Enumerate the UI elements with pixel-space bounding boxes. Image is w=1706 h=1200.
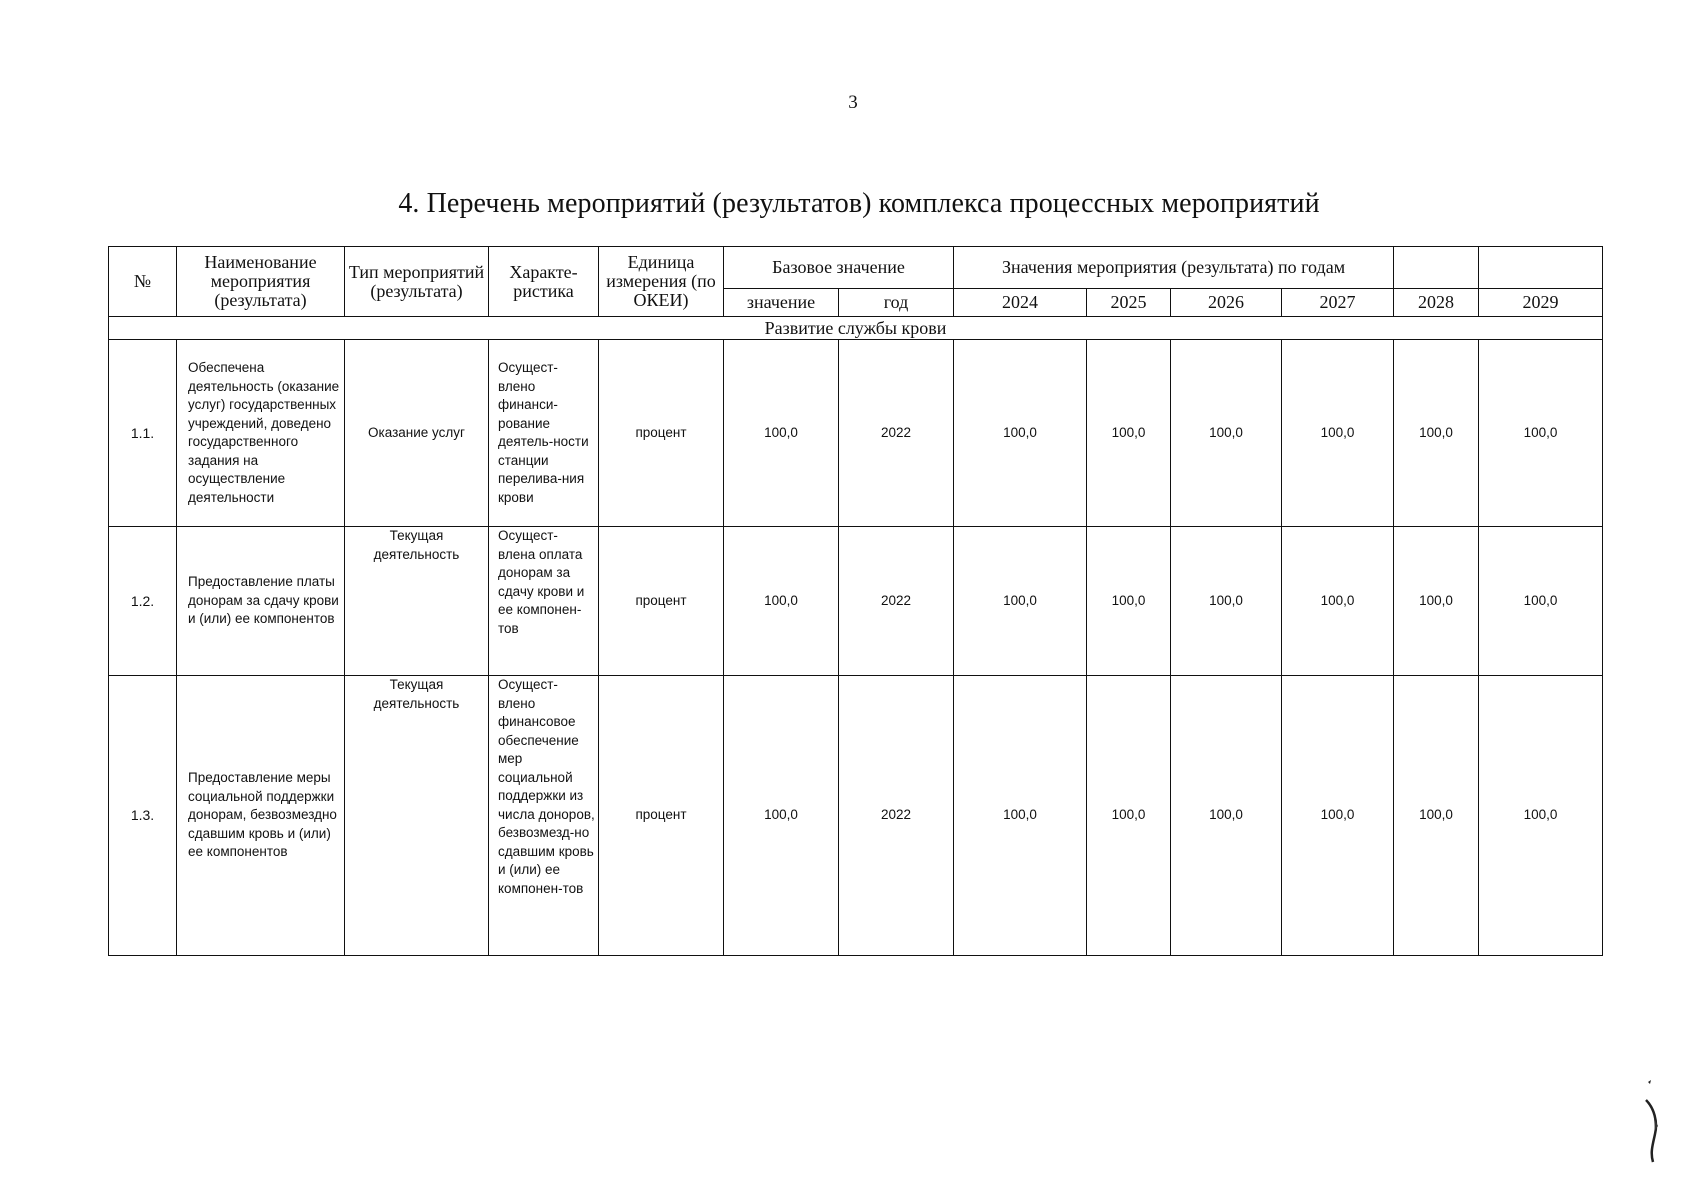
- row-value-2026: 100,0: [1171, 676, 1282, 956]
- table-row: [109, 527, 1603, 676]
- row-type: Текущая деятельность: [345, 527, 489, 676]
- row-type: Оказание услуг: [345, 340, 489, 527]
- header-blank-2028: [1394, 247, 1479, 289]
- row-value-2024: 100,0: [954, 340, 1087, 527]
- row-base-value: 100,0: [724, 676, 839, 956]
- header-years-group: Значения мероприятия (результата) по годам: [954, 247, 1394, 289]
- row-value-2028: 100,0: [1394, 527, 1479, 676]
- row-value-2029: 100,0: [1479, 676, 1603, 956]
- row-value-2025: 100,0: [1087, 676, 1171, 956]
- row-base-value: 100,0: [724, 527, 839, 676]
- row-value-2026: 100,0: [1171, 527, 1282, 676]
- header-characteristic: Характе-ристика: [489, 247, 599, 317]
- row-name: Предоставление меры социальной поддержки донорам, безвозмездно сдавшим кровь и (или) ее компонентов: [177, 676, 345, 956]
- measures-table: [108, 246, 1603, 956]
- table-row: [109, 340, 1603, 527]
- header-base-group: Базовое значение: [724, 247, 954, 289]
- header-row-1: [109, 247, 1603, 289]
- header-year-2029: 2029: [1479, 289, 1603, 317]
- row-base-year: 2022: [839, 340, 954, 527]
- header-year-2028: 2028: [1394, 289, 1479, 317]
- document-title: 4. Перечень мероприятий (результатов) комплекса процессных мероприятий: [398, 188, 1320, 219]
- row-value-2027: 100,0: [1282, 340, 1394, 527]
- row-value-2026: 100,0: [1171, 340, 1282, 527]
- row-value-2025: 100,0: [1087, 340, 1171, 527]
- row-base-year: 2022: [839, 676, 954, 956]
- row-characteristic: Осущест-влено финанси-рование деятель-ности станции перелива-ния крови: [489, 340, 599, 527]
- row-num: 1.2.: [109, 527, 177, 676]
- row-characteristic: Осущест-влена оплата донорам за сдачу крови и ее компонен-тов: [489, 527, 599, 676]
- header-year-2027: 2027: [1282, 289, 1394, 317]
- row-name: Обеспечена деятельность (оказание услуг) государственных учреждений, доведено государственного задания на осуществление деятельности: [177, 340, 345, 527]
- header-base-value: значение: [724, 289, 839, 317]
- row-num: 1.3.: [109, 676, 177, 956]
- row-value-2028: 100,0: [1394, 340, 1479, 527]
- scan-mark-icon: [1642, 1078, 1664, 1168]
- page-number: 3: [848, 92, 858, 113]
- section-row: [109, 317, 1603, 340]
- row-unit: процент: [599, 676, 724, 956]
- row-unit: процент: [599, 340, 724, 527]
- header-num: №: [109, 247, 177, 317]
- row-value-2027: 100,0: [1282, 676, 1394, 956]
- row-characteristic: Осущест-влено финансовое обеспечение мер социальной поддержки из числа доноров, безвозмезд-но сдавшим кровь и (или) ее компонен-тов: [489, 676, 599, 956]
- row-type: Текущая деятельность: [345, 676, 489, 956]
- row-unit: процент: [599, 527, 724, 676]
- row-num: 1.1.: [109, 340, 177, 527]
- header-name: Наименование мероприятия (результата): [177, 247, 345, 317]
- row-value-2027: 100,0: [1282, 527, 1394, 676]
- row-value-2024: 100,0: [954, 527, 1087, 676]
- row-value-2025: 100,0: [1087, 527, 1171, 676]
- row-base-value: 100,0: [724, 340, 839, 527]
- row-value-2028: 100,0: [1394, 676, 1479, 956]
- section-title: Развитие службы крови: [109, 317, 1603, 340]
- row-value-2029: 100,0: [1479, 527, 1603, 676]
- header-unit: Единица измерения (по ОКЕИ): [599, 247, 724, 317]
- header-base-year: год: [839, 289, 954, 317]
- header-blank-2029: [1479, 247, 1603, 289]
- row-value-2024: 100,0: [954, 676, 1087, 956]
- row-value-2029: 100,0: [1479, 340, 1603, 527]
- header-year-2024: 2024: [954, 289, 1087, 317]
- table-row: [109, 676, 1603, 956]
- row-name: Предоставление платы донорам за сдачу крови и (или) ее компонентов: [177, 527, 345, 676]
- header-year-2025: 2025: [1087, 289, 1171, 317]
- header-type: Тип мероприятий (результата): [345, 247, 489, 317]
- row-base-year: 2022: [839, 527, 954, 676]
- header-year-2026: 2026: [1171, 289, 1282, 317]
